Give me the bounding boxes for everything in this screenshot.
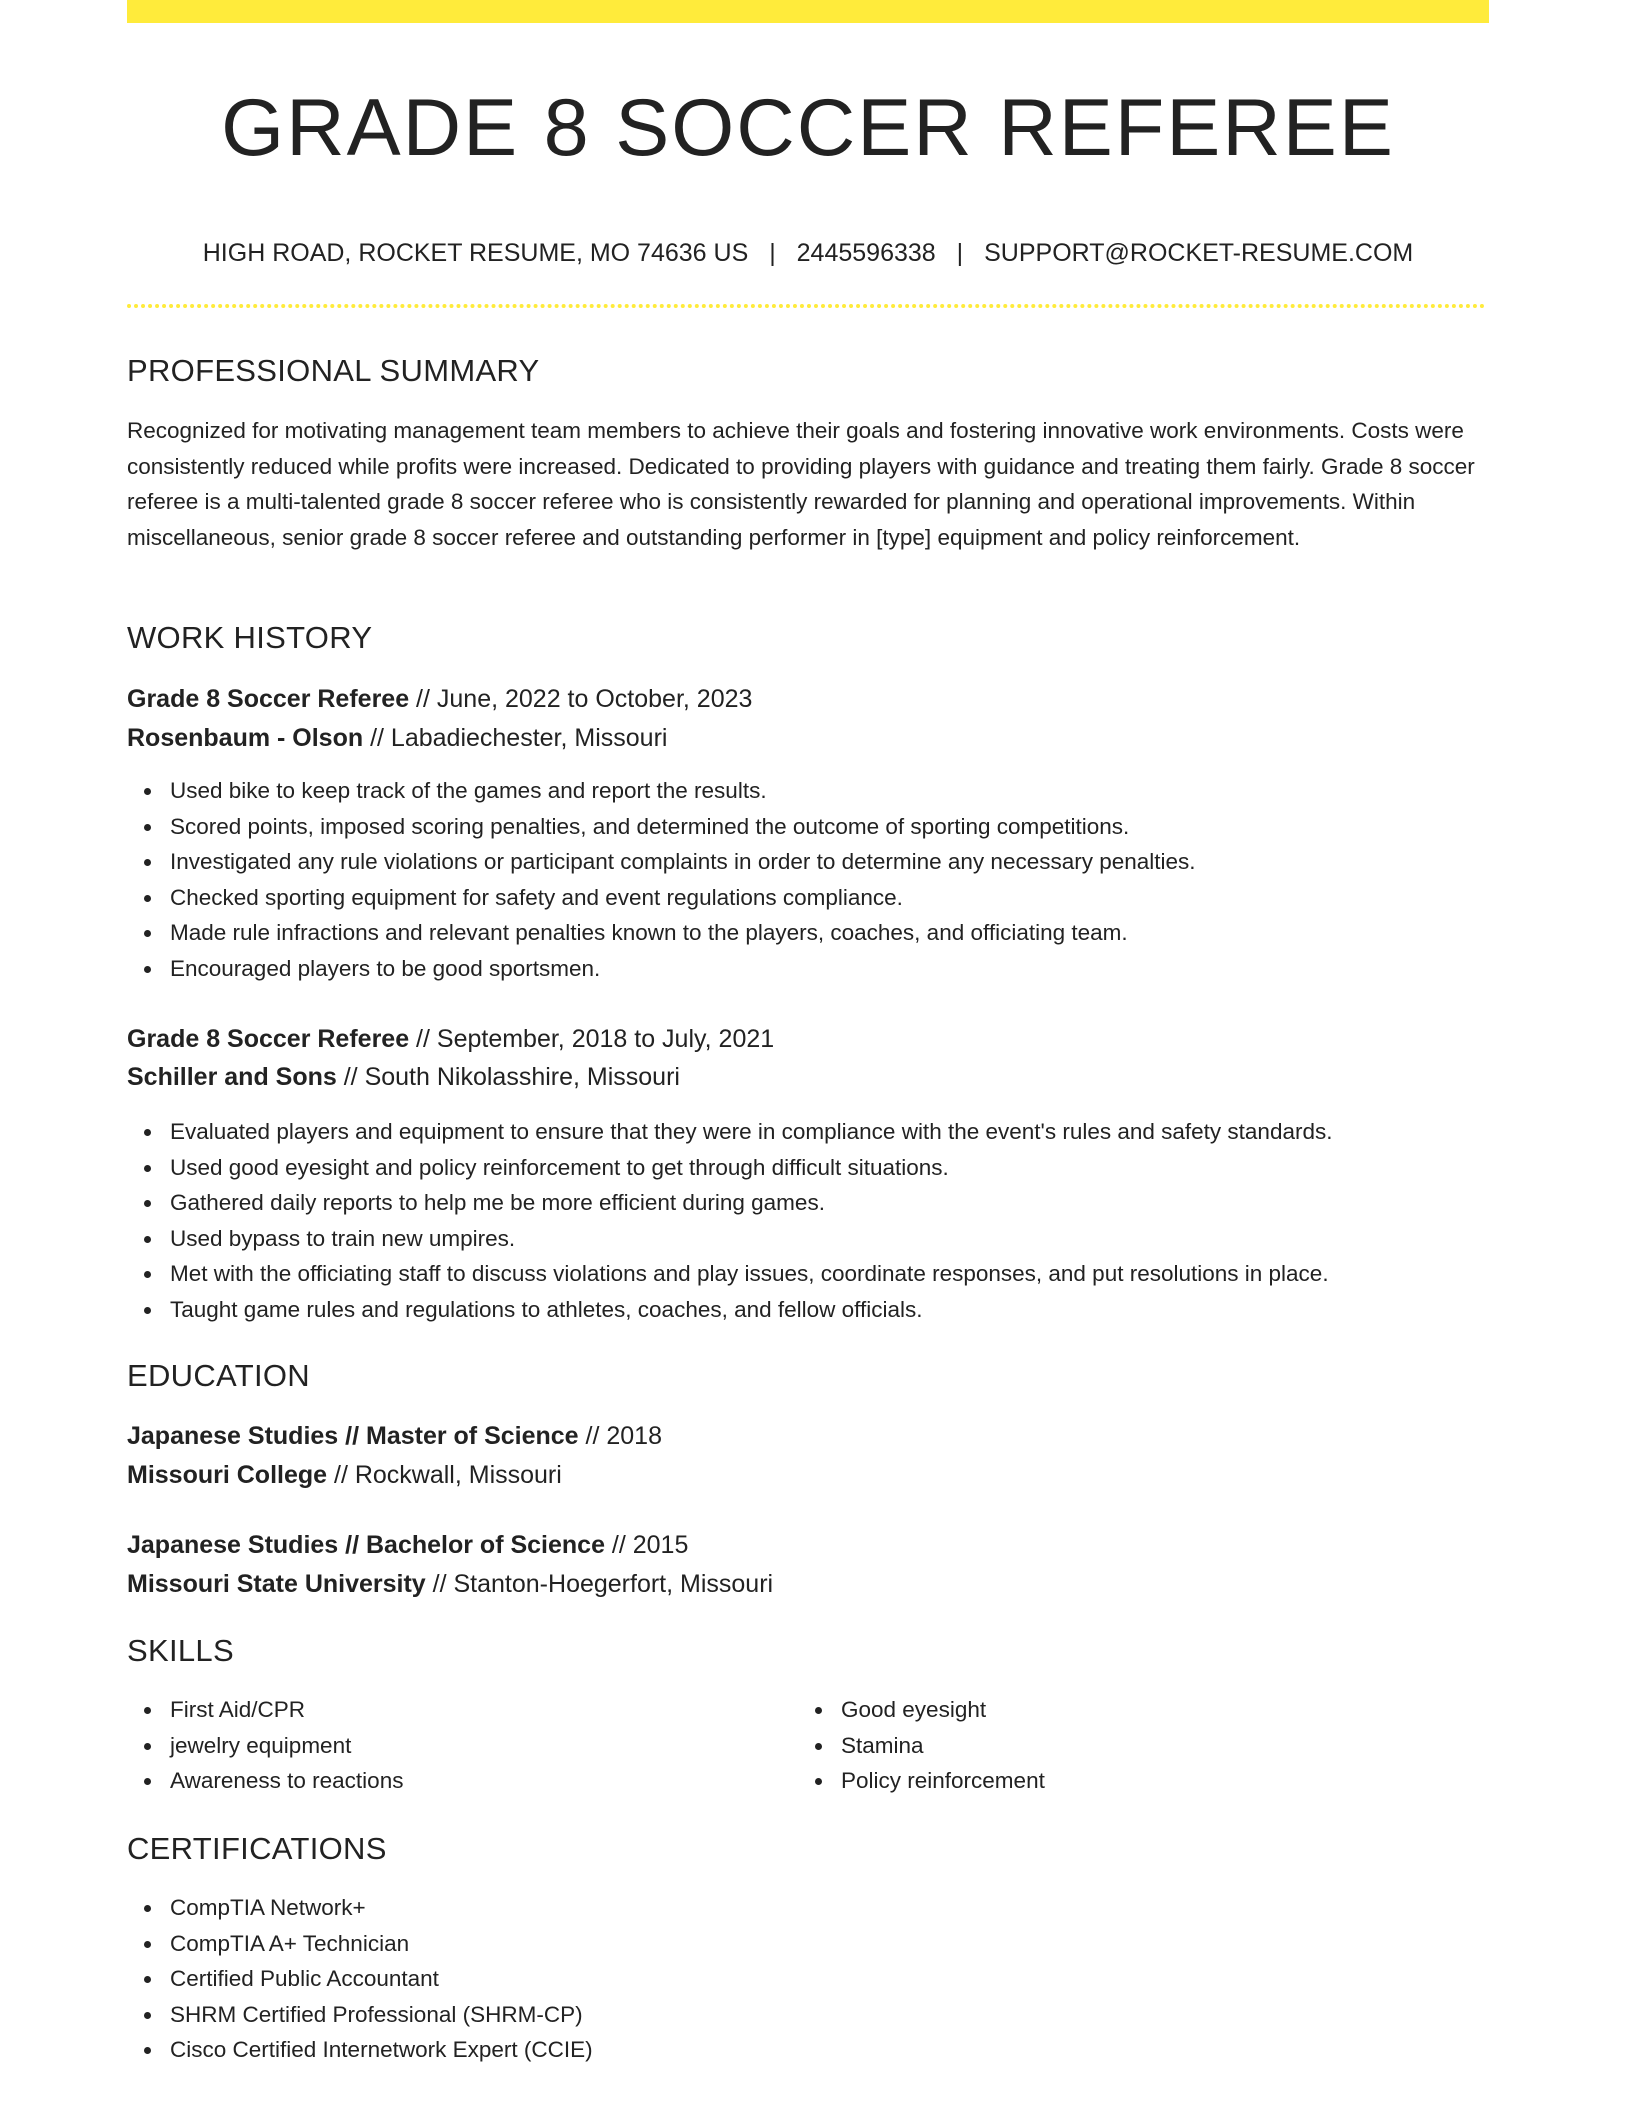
contact-line bbox=[127, 236, 1489, 270]
education-school: Missouri State University bbox=[127, 1570, 426, 1598]
certification-item: CompTIA Network+ bbox=[127, 1890, 593, 1926]
certification-item: SHRM Certified Professional (SHRM-CP) bbox=[127, 1997, 593, 2033]
job-company-line bbox=[127, 720, 667, 756]
job-title-line bbox=[127, 681, 752, 717]
job-company-line bbox=[127, 1059, 680, 1095]
skill-item: Good eyesight bbox=[798, 1692, 1045, 1728]
job-location: // South Nikolasshire, Missouri bbox=[336, 1063, 680, 1091]
education-degree: Japanese Studies // Bachelor of Science bbox=[127, 1531, 605, 1559]
contact-phone: 2445596338 bbox=[796, 239, 936, 267]
section-title-skills: SKILLS bbox=[127, 1633, 234, 1668]
job-company: Rosenbaum - Olson bbox=[127, 724, 364, 752]
accent-top-bar bbox=[127, 0, 1489, 23]
section-title-certifications: CERTIFICATIONS bbox=[127, 1831, 387, 1866]
section-title-work-history: WORK HISTORY bbox=[127, 620, 373, 655]
skill-item: Stamina bbox=[798, 1728, 1045, 1764]
education-school-line bbox=[127, 1566, 773, 1602]
certifications-list bbox=[127, 1890, 593, 2068]
list-item: Met with the officiating staff to discuss violations and play issues, coordinate responses, and put resolutions in place. bbox=[127, 1256, 1332, 1292]
job-dates: // June, 2022 to October, 2023 bbox=[409, 685, 753, 713]
section-title-summary: PROFESSIONAL SUMMARY bbox=[127, 353, 540, 388]
list-item: Made rule infractions and relevant penalties known to the players, coaches, and officiating team. bbox=[127, 915, 1196, 951]
job-dates: // September, 2018 to July, 2021 bbox=[409, 1025, 775, 1053]
education-school: Missouri College bbox=[127, 1461, 328, 1489]
contact-email: SUPPORT@ROCKET-RESUME.COM bbox=[984, 239, 1414, 267]
skills-list-right bbox=[798, 1692, 1045, 1799]
job-role: Grade 8 Soccer Referee bbox=[127, 685, 410, 713]
job-role: Grade 8 Soccer Referee bbox=[127, 1025, 410, 1053]
job-bullets bbox=[127, 773, 1196, 987]
education-location: // Stanton-Hoegerfort, Missouri bbox=[425, 1570, 774, 1598]
education-degree-line bbox=[127, 1527, 688, 1563]
contact-address: HIGH ROAD, ROCKET RESUME, MO 74636 US bbox=[202, 239, 749, 267]
job-location: // Labadiechester, Missouri bbox=[363, 724, 668, 752]
education-location: // Rockwall, Missouri bbox=[327, 1461, 562, 1489]
contact-separator: | bbox=[769, 239, 776, 267]
list-item: Gathered daily reports to help me be more efficient during games. bbox=[127, 1185, 1332, 1221]
job-bullets bbox=[127, 1114, 1332, 1328]
contact-separator: | bbox=[956, 239, 964, 267]
skill-item: Policy reinforcement bbox=[798, 1763, 1045, 1799]
certification-item: Certified Public Accountant bbox=[127, 1961, 593, 1997]
dotted-divider bbox=[127, 304, 1489, 308]
list-item: Scored points, imposed scoring penalties, and determined the outcome of sporting competitions. bbox=[127, 809, 1196, 845]
skills-list-left bbox=[127, 1692, 403, 1799]
education-year: // 2018 bbox=[578, 1422, 662, 1450]
list-item: Encouraged players to be good sportsmen. bbox=[127, 951, 1196, 987]
list-item: Investigated any rule violations or participant complaints in order to determine any necessary penalties. bbox=[127, 844, 1196, 880]
skill-item: First Aid/CPR bbox=[127, 1692, 403, 1728]
education-degree: Japanese Studies // Master of Science bbox=[127, 1422, 579, 1450]
list-item: Evaluated players and equipment to ensure that they were in compliance with the event's rules and safety standards. bbox=[127, 1114, 1332, 1150]
list-item: Taught game rules and regulations to athletes, coaches, and fellow officials. bbox=[127, 1292, 1332, 1328]
list-item: Used bike to keep track of the games and report the results. bbox=[127, 773, 1196, 809]
resume-name: GRADE 8 SOCCER REFEREE bbox=[221, 83, 1395, 173]
education-school-line bbox=[127, 1457, 562, 1493]
skill-item: jewelry equipment bbox=[127, 1728, 403, 1764]
section-title-education: EDUCATION bbox=[127, 1358, 310, 1393]
skill-item: Awareness to reactions bbox=[127, 1763, 403, 1799]
certification-item: CompTIA A+ Technician bbox=[127, 1926, 593, 1962]
job-title-line bbox=[127, 1021, 774, 1057]
list-item: Used bypass to train new umpires. bbox=[127, 1221, 1332, 1257]
list-item: Checked sporting equipment for safety and event regulations compliance. bbox=[127, 880, 1196, 916]
job-company: Schiller and Sons bbox=[127, 1063, 337, 1091]
education-year: // 2015 bbox=[604, 1531, 689, 1559]
education-degree-line bbox=[127, 1418, 662, 1454]
list-item: Used good eyesight and policy reinforcement to get through difficult situations. bbox=[127, 1150, 1332, 1186]
certification-item: Cisco Certified Internetwork Expert (CCIE) bbox=[127, 2032, 593, 2068]
summary-text: Recognized for motivating management team members to achieve their goals and fostering innovative work environments. Costs were consistently reduced while profits were increased. Dedicated to providing players with guidance and treating them fairly. Grade 8 soccer referee is a multi-talented grade 8 soccer referee who is consistently rewarded for planning and operational improvements. Within miscellaneous, senior grade 8 soccer referee and outstanding performer in [type] equipment and policy reinforcement. bbox=[127, 418, 1475, 550]
